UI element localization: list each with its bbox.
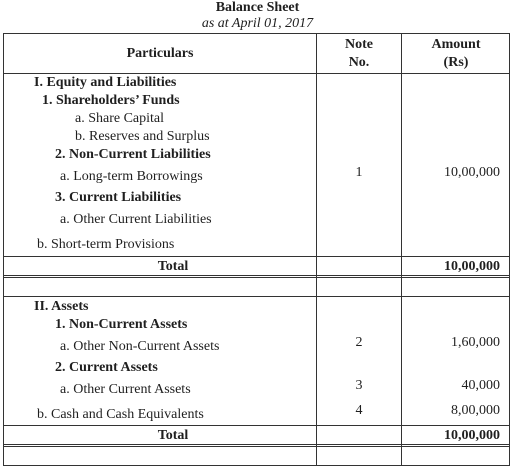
header-particulars: Particulars [126,46,194,61]
row-other-non-current-assets: a. Other Non-Current Assets [60,339,220,354]
document-subtitle: as at April 01, 2017 [201,16,314,31]
section-assets: II. Assets [34,299,89,314]
row-current-assets: 2. Current Assets [55,360,158,375]
header-note-line2: No. [348,55,370,70]
total-label-assets: Total [157,428,189,443]
column-divider [401,34,402,465]
row-other-current-liabilities: a. Other Current Liabilities [60,212,212,227]
total-double-rule [4,444,509,447]
total-double-rule [4,275,509,278]
row-divider [4,256,509,257]
total-amount-liabilities: 10,00,000 [444,259,500,274]
row-long-term-borrowings: a. Long-term Borrowings [60,169,203,184]
note-other-current-assets: 3 [355,378,363,393]
row-shareholders-funds: 1. Shareholders’ Funds [42,93,180,108]
amount-other-non-current-assets: 1,60,000 [451,335,500,350]
row-non-current-liabilities: 2. Non-Current Liabilities [55,147,211,162]
row-divider [4,425,509,426]
amount-cash-equivalents: 8,00,000 [451,403,500,418]
amount-other-current-assets: 40,000 [461,378,500,393]
balance-sheet-table [3,33,510,466]
row-current-liabilities: 3. Current Liabilities [55,190,182,205]
column-divider [316,34,317,465]
row-share-capital: a. Share Capital [75,111,165,126]
row-short-term-provisions: b. Short-term Provisions [37,237,175,252]
header-note-line1: Note [345,37,373,52]
row-non-current-assets: 1. Non-Current Assets [55,317,188,332]
row-other-current-assets: a. Other Current Assets [60,382,191,397]
header-divider [4,73,509,74]
header-amount-line2: (Rs) [443,55,469,70]
total-amount-assets: 10,00,000 [444,428,500,443]
row-divider [4,296,509,297]
total-label-liabilities: Total [157,259,189,274]
document-title: Balance Sheet [215,0,300,15]
amount-long-term-borrowings: 10,00,000 [444,165,500,180]
header-amount-line1: Amount [431,37,481,52]
note-cash-equivalents: 4 [355,403,363,418]
note-other-non-current-assets: 2 [355,335,363,350]
row-cash-equivalents: b. Cash and Cash Equivalents [37,407,204,422]
note-long-term-borrowings: 1 [355,165,363,180]
section-equity-liabilities: I. Equity and Liabilities [34,75,177,90]
row-reserves-surplus: b. Reserves and Surplus [75,129,210,144]
